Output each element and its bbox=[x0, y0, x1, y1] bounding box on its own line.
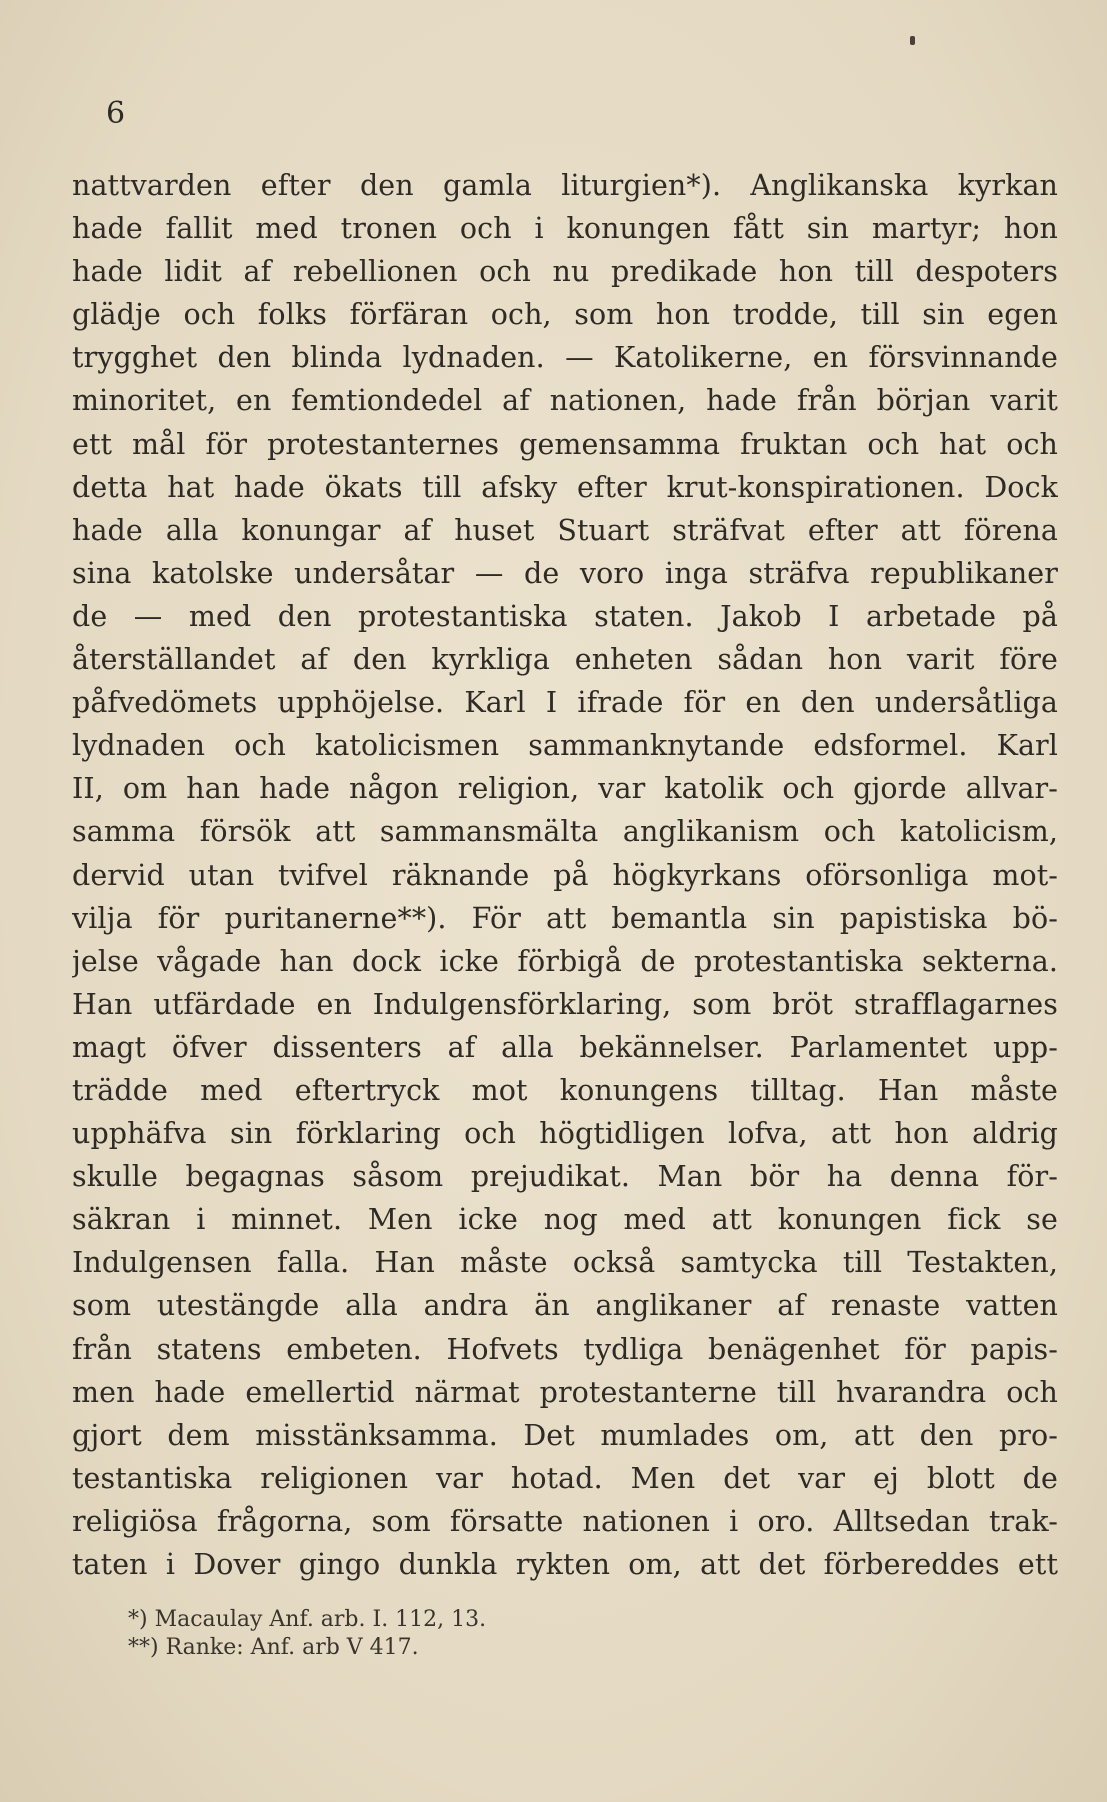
text-line: hade alla konungar af huset Stuart sträfvat efter att förena bbox=[72, 513, 1058, 547]
text-line: trygghet den blinda lydnaden. — Katolikerne, en försvinnande bbox=[72, 341, 1058, 375]
text-line: skulle begagnas såsom prejudikat. Man bör ha denna för- bbox=[72, 1160, 1058, 1194]
text-line: vilja för puritanerne**). För att bemantla sin papistiska bö- bbox=[72, 901, 1058, 935]
footnotes bbox=[128, 1606, 648, 1662]
text-line: som utestängde alla andra än anglikaner af renaste vatten bbox=[72, 1289, 1058, 1323]
text-line: de — med den protestantiska staten. Jakob I arbetade på bbox=[72, 599, 1058, 633]
text-line: Han utfärdade en Indulgensförklaring, som bröt strafflagarnes bbox=[72, 987, 1058, 1021]
text-line: men hade emellertid närmat protestanterne till hvarandra och bbox=[72, 1375, 1058, 1409]
text-line: påfvedömets upphöjelse. Karl I ifrade för en den undersåtliga bbox=[72, 686, 1058, 720]
text-line: sina katolske undersåtar — de voro inga sträfva republikaner bbox=[72, 556, 1058, 590]
footnote-1: *) Macaulay Anf. arb. I. 112, 13. bbox=[128, 1607, 487, 1632]
text-line: jelse vågade han dock icke förbigå de protestantiska sekterna. bbox=[72, 944, 1058, 978]
text-line: trädde med eftertryck mot konungens tilltag. Han måste bbox=[72, 1073, 1058, 1107]
text-line: minoritet, en femtiondedel af nationen, hade från början varit bbox=[72, 384, 1058, 418]
text-line: hade lidit af rebellionen och nu predikade hon till despoters bbox=[72, 255, 1058, 289]
text-line: lydnaden och katolicismen sammanknytande edsformel. Karl bbox=[72, 729, 1058, 763]
footnote-2: **) Ranke: Anf. arb V 417. bbox=[128, 1635, 419, 1660]
text-line: II, om han hade någon religion, var katolik och gjorde allvar- bbox=[72, 772, 1058, 806]
text-line: Indulgensen falla. Han måste också samtycka till Testakten, bbox=[72, 1246, 1058, 1280]
text-line: samma försök att sammansmälta anglikanism och katolicism, bbox=[72, 815, 1058, 849]
text-line: hade fallit med tronen och i konungen fått sin martyr; hon bbox=[72, 212, 1058, 246]
body-text bbox=[72, 164, 1058, 1586]
text-line: magt öfver dissenters af alla bekännelser. Parlamentet upp- bbox=[72, 1030, 1058, 1064]
text-line: nattvarden efter den gamla liturgien*). Anglikanska kyrkan bbox=[72, 169, 1058, 202]
text-line: detta hat hade ökats till afsky efter krut-konspirationen. Dock bbox=[72, 470, 1058, 504]
text-line: dervid utan tvifvel räknande på högkyrkans oförsonliga mot- bbox=[72, 858, 1058, 892]
text-line: religiösa frågorna, som försatte nationen i oro. Alltsedan trak- bbox=[72, 1504, 1058, 1538]
text-line: återställandet af den kyrkliga enheten sådan hon varit före bbox=[72, 643, 1058, 677]
text-line: upphäfva sin förklaring och högtidligen lofva, att hon aldrig bbox=[72, 1117, 1058, 1151]
text-line: glädje och folks förfäran och, som hon trodde, till sin egen bbox=[72, 298, 1058, 332]
text-line: testantiska religionen var hotad. Men det var ej blott de bbox=[72, 1461, 1058, 1495]
page-number: 6 bbox=[106, 96, 126, 131]
text-line: ett mål för protestanternes gemensamma fruktan och hat och bbox=[72, 427, 1058, 461]
text-line: från statens embeten. Hofvets tydliga benägenhet för papis- bbox=[72, 1332, 1058, 1366]
text-line: gjort dem misstänksamma. Det mumlades om, att den pro- bbox=[72, 1418, 1058, 1452]
ink-speck bbox=[910, 36, 915, 45]
text-line: taten i Dover gingo dunkla rykten om, att det förbereddes ett bbox=[72, 1548, 1058, 1581]
text-line: säkran i minnet. Men icke nog med att konungen fick se bbox=[72, 1203, 1058, 1237]
